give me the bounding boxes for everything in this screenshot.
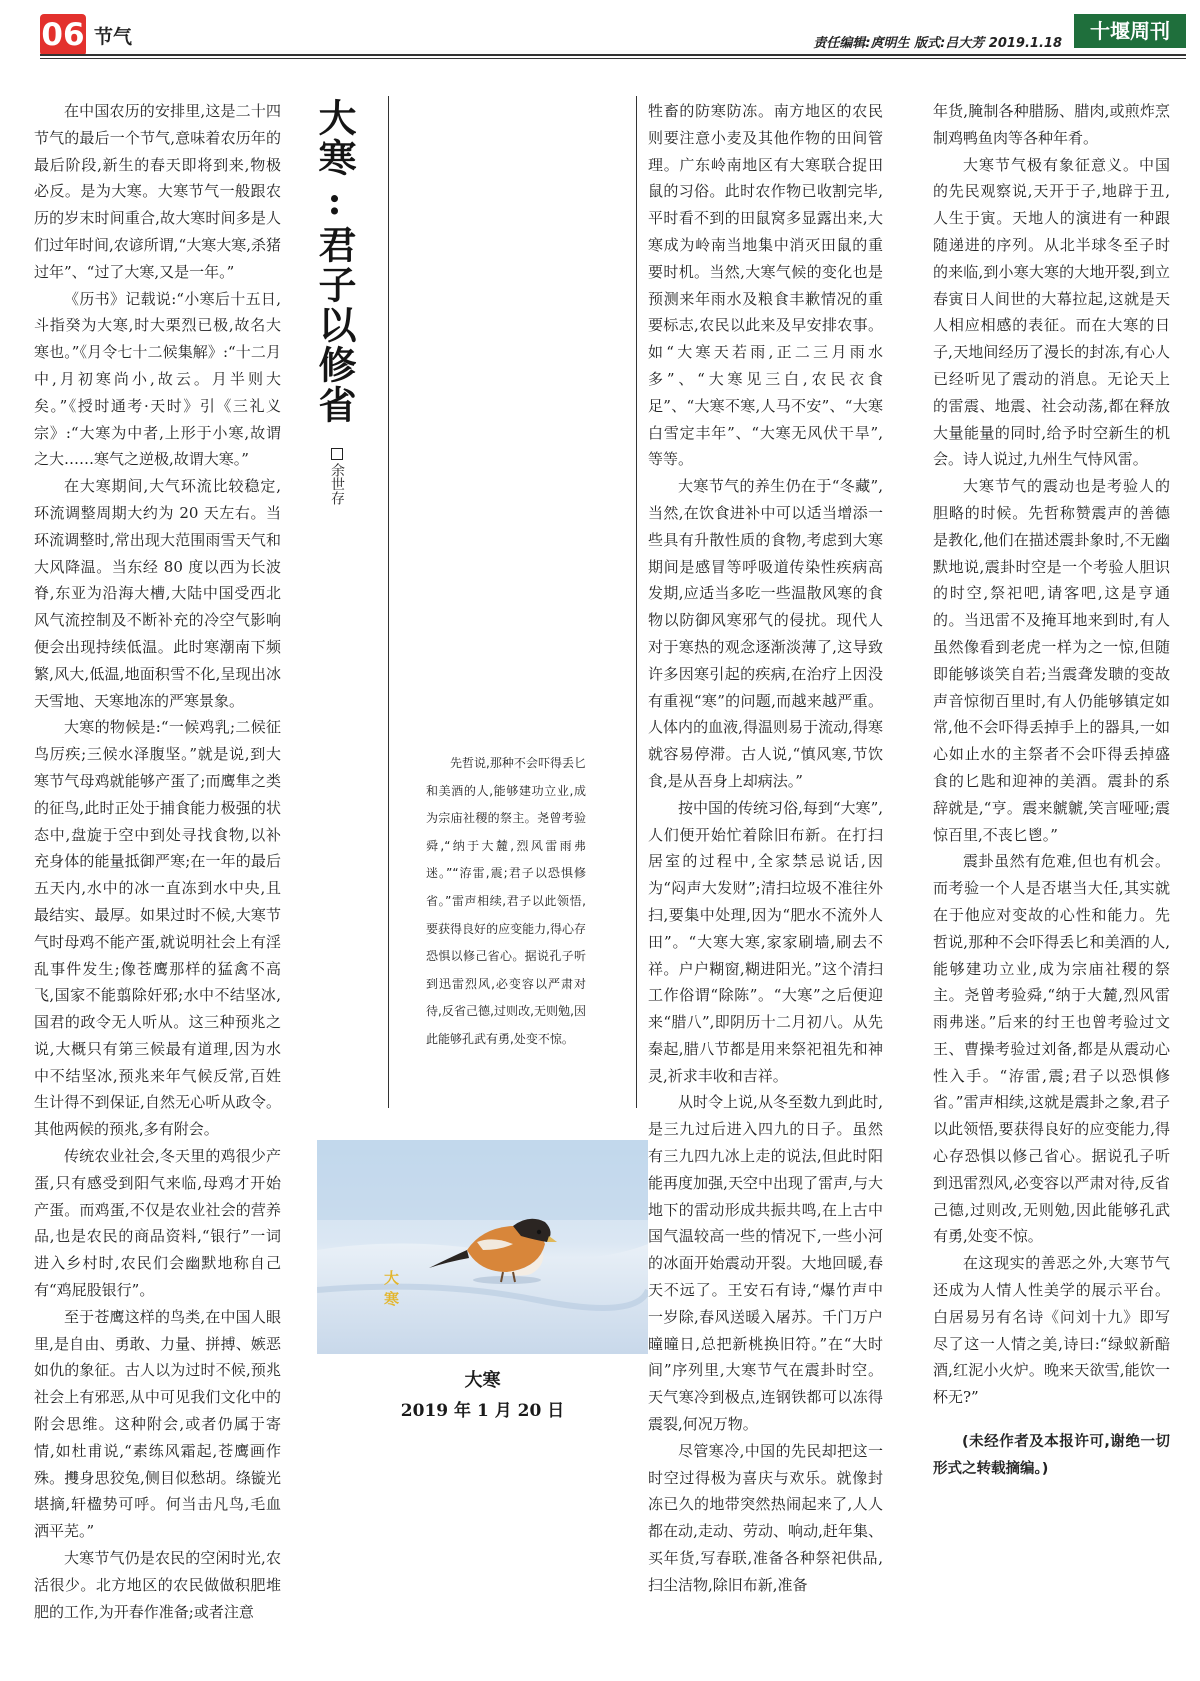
paragraph: 从时令上说,从冬至数九到此时,是三九过后进入四九的日子。虽然有三九四九冰上走的说法,但此时阳能再度加强,天空中出现了雷声,与大地下的雷动形成共振共鸣,在上古中国气温较高一些的情况下,一些小河的冰面开始震动开裂。大地回暖,春天不远了。王安石有诗,“爆竹声中一岁除,春风送暖入屠苏。千门万户曈曈日,总把新桃换旧符。”在“大时间”序列里,大寒节气在震卦时空。天气寒冷到极点,连钢铁都可以冻得震裂,何况万物。 [648,1093,883,1434]
paragraph: 大寒节气的养生仍在于“冬藏”,当然,在饮食进补中可以适当增添一些具有升散性质的食物,考虑到大寒期间是感冒等呼吸道传染性疾病高发期,应适当多吃一些温散风寒的食物以防御风寒邪气的侵扰。现代人对于寒热的观念逐渐淡薄了,这导致许多因寒引起的疾病,在治疗上因没有重视“寒”的问题,而越来越严重。人体内的血液,得温则易于流动,得寒就容易停滞。古人说,“慎风寒,节饮食,是从吾身上却病法。” [648,477,883,790]
paragraph: 按中国的传统习俗,每到“大寒”,人们便开始忙着除旧布新。在打扫居室的过程中,全家禁忌说话,因为“闷声大发财”;清扫垃圾不准往外扫,要集中处理,因为“肥水不流外人田”。“大寒大寒,家家刷墙,刷去不祥。户户糊窗,糊进阳光。”这个清扫工作俗谓“除陈”。“大寒”之后便迎来“腊八”,即阴历十二月初八。从先秦起,腊八节都是用来祭祀祖先和神灵,祈求丰收和吉祥。 [648,798,883,1085]
header-rule [40,54,1186,56]
paragraph: 牲畜的防寒防冻。南方地区的农民则要注意小麦及其他作物的田间管理。广东岭南地区有大寒联合捉田鼠的习俗。此时农作物已收割完毕,平时看不到的田鼠窝多显露出来,大寒成为岭南当地集中消灭田鼠的重要时机。当然,大寒气候的变化也是预测来年雨水及粮食丰歉情况的重要标志,农民以此来及早安排农事。如“大寒天若雨,正二三月雨水多”、“大寒见三白,农民衣食足”、“大寒不寒,人马不安”、“大寒白雪定丰年”、“大寒无风伏干旱”,等等。 [648,102,883,469]
paragraph: 传统农业社会,冬天里的鸡很少产蛋,只有感受到阳气来临,母鸡才开始产蛋。而鸡蛋,不仅是农业社会的营养品,也是农民的商品资料,“银行”一词进入乡村时,农民们会幽默地称自己有“鸡屁股银行”。 [34,1147,281,1300]
article-column-1 [34,98,281,1625]
header-rule-thin [40,58,1186,59]
pull-quote: 先哲说,那种不会吓得丢匕和美酒的人,能够建功立业,成为宗庙社稷的祭主。尧曾考验舜,“纳于大麓,烈风雷雨弗迷。”“洊雷,震;君子以恐惧修省。”雷声相续,君子以此领悟,要获得良好的应变能力,得心存恐惧以修己省心。据说孔子听到迅雷烈风,必变容以严肃对待,反省己德,过则改,无则勉,因此能够孔武有勇,处变不惊。 [426,756,586,1046]
paragraph: 尽管寒冷,中国的先民却把这一时空过得极为喜庆与欢乐。就像封冻已久的地带突然热闹起来了,人人都在动,走动、劳动、响动,赶年集、买年货,写春联,准备各种祭祀供品,扫尘洁物,除旧布新,准备 [648,1441,883,1594]
column-divider [636,96,637,1108]
paragraph: 至于苍鹰这样的鸟类,在中国人眼里,是自由、勇敢、力量、拼搏、嫉恶如仇的象征。古人以为过时不候,预兆社会上有邪恶,从中可见我们文化中的附会思维。这种附会,或者仍属于寄情,如杜甫说,“素练风霜起,苍鹰画作殊。㩳身思狡兔,侧目似愁胡。绦镟光堪摘,轩楹势可呼。何当击凡鸟,毛血洒平芜。” [34,1307,281,1541]
paragraph: 《历书》记载说:“小寒后十五日,斗指癸为大寒,时大栗烈已极,故名大寒也。”《月令七十二候集解》:“十二月中,月初寒尚小,故云。月半则大矣。”《授时通考·天时》引《三礼义宗》:“大寒为中者,上形于小寒,故谓之大……寒气之逆极,故谓大寒。” [34,289,281,469]
bird-in-snow-photo [317,1140,648,1354]
page-number: 06 [40,14,86,56]
article-column-2 [648,98,883,1599]
photo-caption-title: 大寒 [464,1370,501,1391]
paragraph: 在大寒期间,大气环流比较稳定,环流调整周期大约为 20 天左右。当环流调整时,常出现大范围雨雪天气和大风降温。当东经 80 度以西为长波脊,东亚为沿海大槽,大陆中国受西北风气流控制及不断补充的冷空气影响便会出现持续低温。此时寒潮南下频繁,风大,低温,地面积雪不化,呈现出冰天雪地、天寒地冻的严寒景象。 [34,477,281,710]
copyright-notice: (未经作者及本报许可,谢绝一切形式之转载摘编。) [933,1434,1170,1477]
paragraph: 在这现实的善恶之外,大寒节气还成为人情人性美学的展示平台。白居易另有名诗《问刘十九》即写尽了这一人情之美,诗曰:“绿蚁新醅酒,红泥小火炉。晚来天欲雪,能饮一杯无?” [933,1254,1170,1407]
paragraph: 大寒节气极有象征意义。中国的先民观察说,天开于子,地辟于丑,人生于寅。天地人的演进有一种跟随递进的序列。从北半球冬至子时的来临,到小寒大寒的大地开裂,到立春寅日人间世的大幕拉起,这就是天人相应相感的表征。而在大寒的日子,天地间经历了漫长的封冻,有心人已经听见了震动的消息。无论天上的雷震、地震、社会动荡,都在释放大量能量的同时,给予时空新生的机会。诗人说过,九州生气恃风雷。 [933,155,1170,469]
column-divider [388,96,389,1108]
editor-credits: 责任编辑:庹明生 版式:吕大芳 2019.1.18 [813,36,1062,51]
author-name: 余世存 [329,463,345,505]
paragraph: 大寒节气的震动也是考验人的胆略的时候。先哲称赞震声的善德是教化,他们在描述震卦象时,不无幽默地说,震卦时空是一个考验人胆识的时空,祭祀吧,请客吧,这是亨通的。当迅雷不及掩耳地来到时,有人虽然像看到老虎一样为之一惊,但随即能够谈笑自若;当震聋发聩的变故声音惊彻百里时,有人仍能够镇定如常,他不会吓得丢掉手上的器具,一如心如止水的主祭者不会吓得丢掉盛食的匕匙和迎神的美酒。震卦的系辞就是,“亨。震来虩虩,笑言哑哑;震惊百里,不丧匕鬯。” [933,477,1170,844]
article-headline: 大寒:君子以修省 [312,98,357,425]
paragraph: 大寒的物候是:“一候鸡乳;二候征鸟厉疾;三候水泽腹坚。”就是说,到大寒节气母鸡就能够产蛋了;而鹰隼之类的征鸟,此时正处于捕食能力极强的状态中,盘旋于空中到处寻找食物,以补充身体的能量抵御严寒;在一年的最后五天内,水中的冰一直冻到水中央,且最结实、最厚。如果过时不候,大寒节气时母鸡不能产蛋,就说明社会上有淫乱事件发生;像苍鹰那样的猛禽不高飞,国家不能翦除奸邪;水中不结坚冰,国君的政令无人听从。这三种预兆之说,大概只有第三候最有道理,因为水中不结坚冰,预兆来年气候反常,百姓生计得不到保证,自然无心听从政令。其他两候的预兆,多有附会。 [34,718,281,1139]
bird-illustration [317,1140,648,1354]
author-box-icon [331,448,343,460]
paragraph: 震卦虽然有危难,但也有机会。而考验一个人是否堪当大任,其实就在于他应对变故的心性和能力。先哲说,那种不会吓得丢匕和美酒的人,能够建功立业,成为宗庙社稷的祭主。尧曾考验舜,“纳于大麓,烈风雷雨弗迷。”后来的纣王也曾考验过文王、曹操考验过刘备,都是从震动心性入手。“洊雷,震;君子以恐惧修省。”雷声相续,这就是震卦之象,君子以此领悟,要获得良好的应变能力,得心存恐惧以修己省心。据说孔子听到迅雷烈风,必变容以严肃对待,反省己德,过则改,无则勉,因此能够孔武有勇,处变不惊。 [933,852,1170,1246]
article-column-3 [933,98,1170,1483]
paragraph: 大寒节气仍是农民的空闲时光,农活很少。北方地区的农民做做积肥堆肥的工作,为开春作准备;或者注意 [34,1549,281,1621]
paragraph: 年货,腌制各种腊肠、腊肉,或煎炸烹制鸡鸭鱼肉等各种年肴。 [933,102,1170,147]
masthead-logo: 十堰周刊 [1074,14,1186,48]
article-author [327,448,347,505]
photo-caption-date: 2019 年 1 月 20 日 [400,1401,565,1421]
photo-label: 大寒 [382,1270,400,1312]
section-title: 节气 [94,26,133,48]
paragraph: 在中国农历的安排里,这是二十四节气的最后一个节气,意味着农历年的最后阶段,新生的春天即将到来,物极必反。是为大寒。大寒节气一般跟农历的岁末时间重合,故大寒时间多是人们过年时间,农谚所谓,“大寒大寒,杀猪过年”、“过了大寒,又是一年。” [34,102,281,281]
